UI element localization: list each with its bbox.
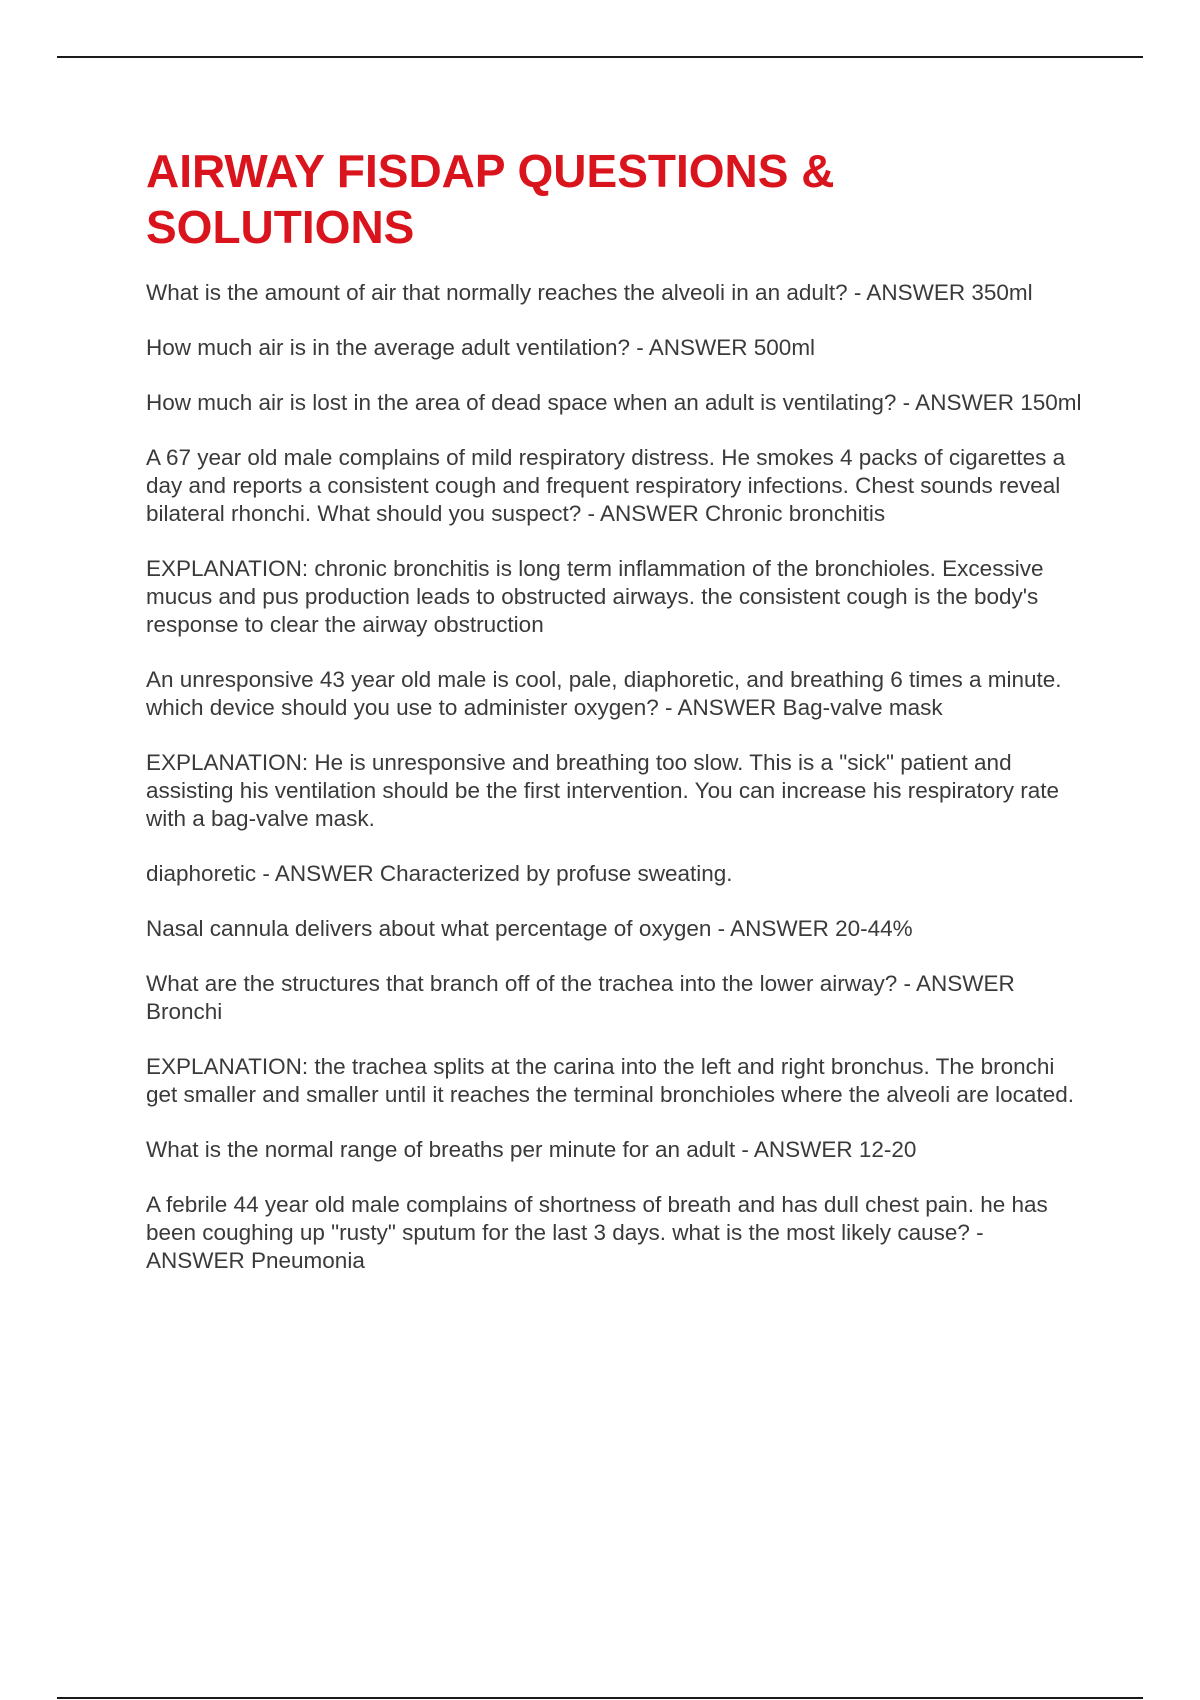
qa-entry: What are the structures that branch off of the trachea into the lower airway? - ANSWER Bronchi [146,971,1015,1024]
page-title: AIRWAY FISDAP QUESTIONS & SOLUTIONS [146,145,835,253]
qa-entry: How much air is lost in the area of dead space when an adult is ventilating? - ANSWER 150ml [146,390,1082,415]
qa-entry: What is the normal range of breaths per minute for an adult - ANSWER 12-20 [146,1137,917,1162]
qa-entry: Nasal cannula delivers about what percentage of oxygen - ANSWER 20-44% [146,916,913,941]
page-content [146,143,1086,1302]
qa-entry: A 67 year old male complains of mild respiratory distress. He smokes 4 packs of cigarettes a day and reports a consistent cough and frequent respiratory infections. Chest sounds reveal bilateral rhonchi. What should you suspect? - ANSWER Chronic bronchitis [146,445,1066,526]
qa-entry: What is the amount of air that normally reaches the alveoli in an adult? - ANSWER 350ml [146,280,1033,305]
qa-entry: diaphoretic - ANSWER Characterized by profuse sweating. [146,861,733,886]
explanation-entry: EXPLANATION: the trachea splits at the carina into the left and right bronchus. The bronchi get smaller and smaller until it reaches the terminal bronchioles where the alveoli are located. [146,1054,1074,1107]
explanation-entry: EXPLANATION: chronic bronchitis is long term inflammation of the bronchioles. Excessive mucus and pus production leads to obstructed airways. the consistent cough is the body's response to clear the airway obstruction [146,556,1044,637]
qa-entry: A febrile 44 year old male complains of shortness of breath and has dull chest pain. he has been coughing up "rusty" sputum for the last 3 days. what is the most likely cause? - ANSWER Pneumonia [146,1192,1048,1273]
footer-rule [57,1697,1143,1699]
qa-entry: An unresponsive 43 year old male is cool, pale, diaphoretic, and breathing 6 times a minute. which device should you use to administer oxygen? - ANSWER Bag-valve mask [146,667,1062,720]
explanation-entry: EXPLANATION: He is unresponsive and breathing too slow. This is a "sick" patient and assisting his ventilation should be the first intervention. You can increase his respiratory rate with a bag-valve mask. [146,750,1060,831]
header-rule [57,56,1143,58]
qa-entry: How much air is in the average adult ventilation? - ANSWER 500ml [146,335,816,360]
